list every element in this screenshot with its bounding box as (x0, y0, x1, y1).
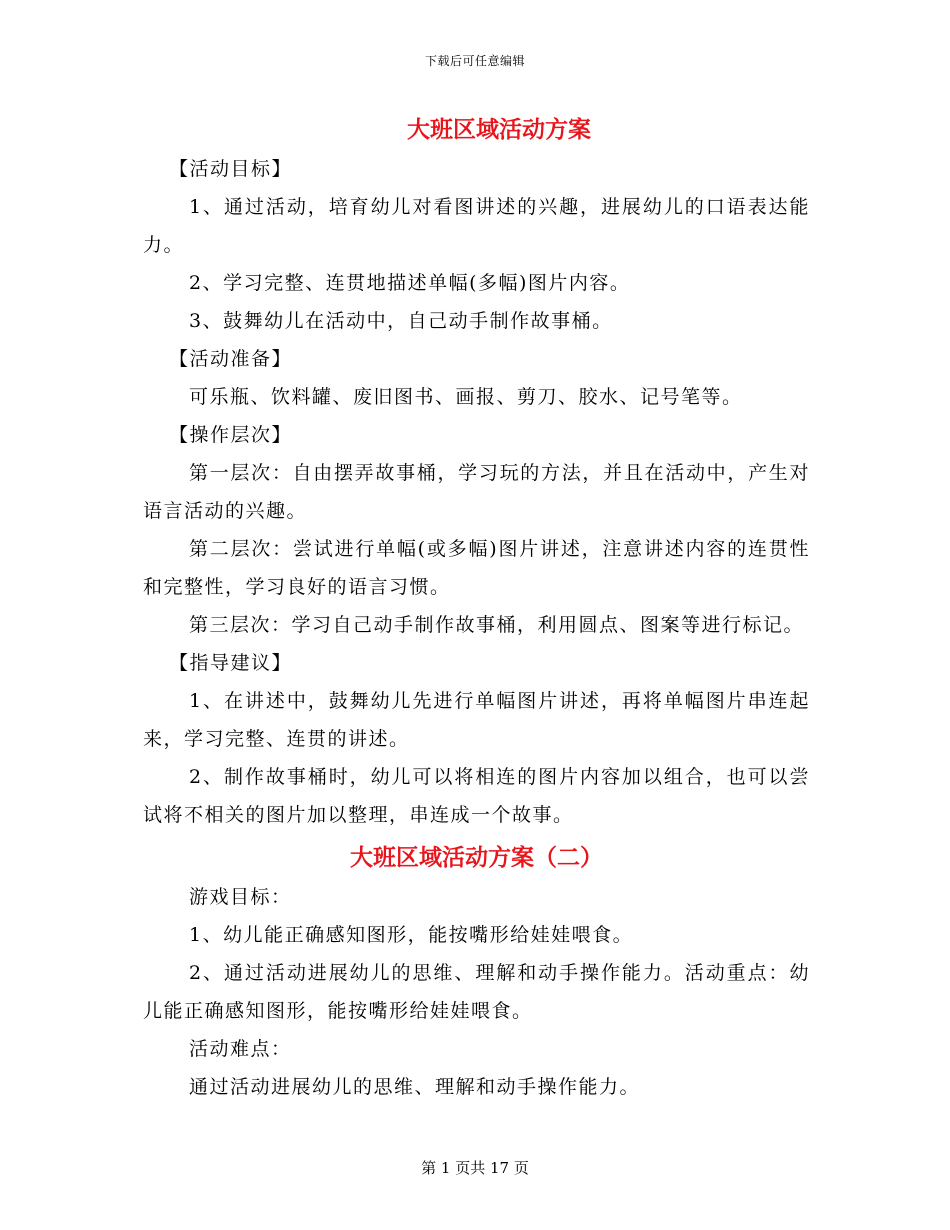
levels-heading: 【操作层次】 (169, 424, 293, 446)
difficulty-heading: 活动难点： (189, 1038, 292, 1060)
prep-text: 可乐瓶、饮料罐、废旧图书、画报、剪刀、胶水、记号笔等。 (189, 386, 743, 408)
game-goal-1: 1、幼儿能正确感知图形，能按嘴形给娃娃喂食。 (189, 924, 634, 946)
page-header: 下载后可任意编辑 (424, 54, 525, 68)
level-2: 第二层次：尝试进行单幅(或多幅)图片讲述，注意讲述内容的连贯性和完整性，学习良好的语言习惯。 (143, 538, 810, 598)
level-3: 第三层次：学习自己动手制作故事桶，利用圆点、图案等进行标记。 (189, 614, 805, 636)
goal-heading: 【活动目标】 (169, 158, 293, 180)
prep-heading: 【活动准备】 (169, 348, 293, 370)
advice-heading: 【指导建议】 (169, 652, 293, 674)
document-body (143, 110, 810, 1106)
goal-2: 2、学习完整、连贯地描述单幅(多幅)图片内容。 (189, 272, 631, 294)
game-goal-heading: 游戏目标： (189, 886, 292, 908)
page-footer: 第 1 页共 17 页 (421, 1159, 529, 1177)
advice-2: 2、制作故事桶时，幼儿可以将相连的图片内容加以组合，也可以尝试将不相关的图片加以整理，串连成一个故事。 (143, 766, 810, 826)
goal-1: 1、通过活动，培育幼儿对看图讲述的兴趣，进展幼儿的口语表达能力。 (143, 196, 810, 256)
level-1: 第一层次：自由摆弄故事桶，学习玩的方法，并且在活动中，产生对语言活动的兴趣。 (143, 462, 810, 522)
goal-3: 3、鼓舞幼儿在活动中，自己动手制作故事桶。 (189, 310, 613, 332)
section-1-title: 大班区域活动方案 (407, 116, 591, 143)
advice-1: 1、在讲述中，鼓舞幼儿先进行单幅图片讲述，再将单幅图片串连起来，学习完整、连贯的讲述。 (143, 690, 810, 750)
difficulty-text: 通过活动进展幼儿的思维、理解和动手操作能力。 (189, 1076, 641, 1098)
game-goal-2: 2、通过活动进展幼儿的思维、理解和动手操作能力。活动重点：幼儿能正确感知图形，能按嘴形给娃娃喂食。 (143, 962, 810, 1022)
section-2-title: 大班区域活动方案（二） (350, 844, 603, 871)
